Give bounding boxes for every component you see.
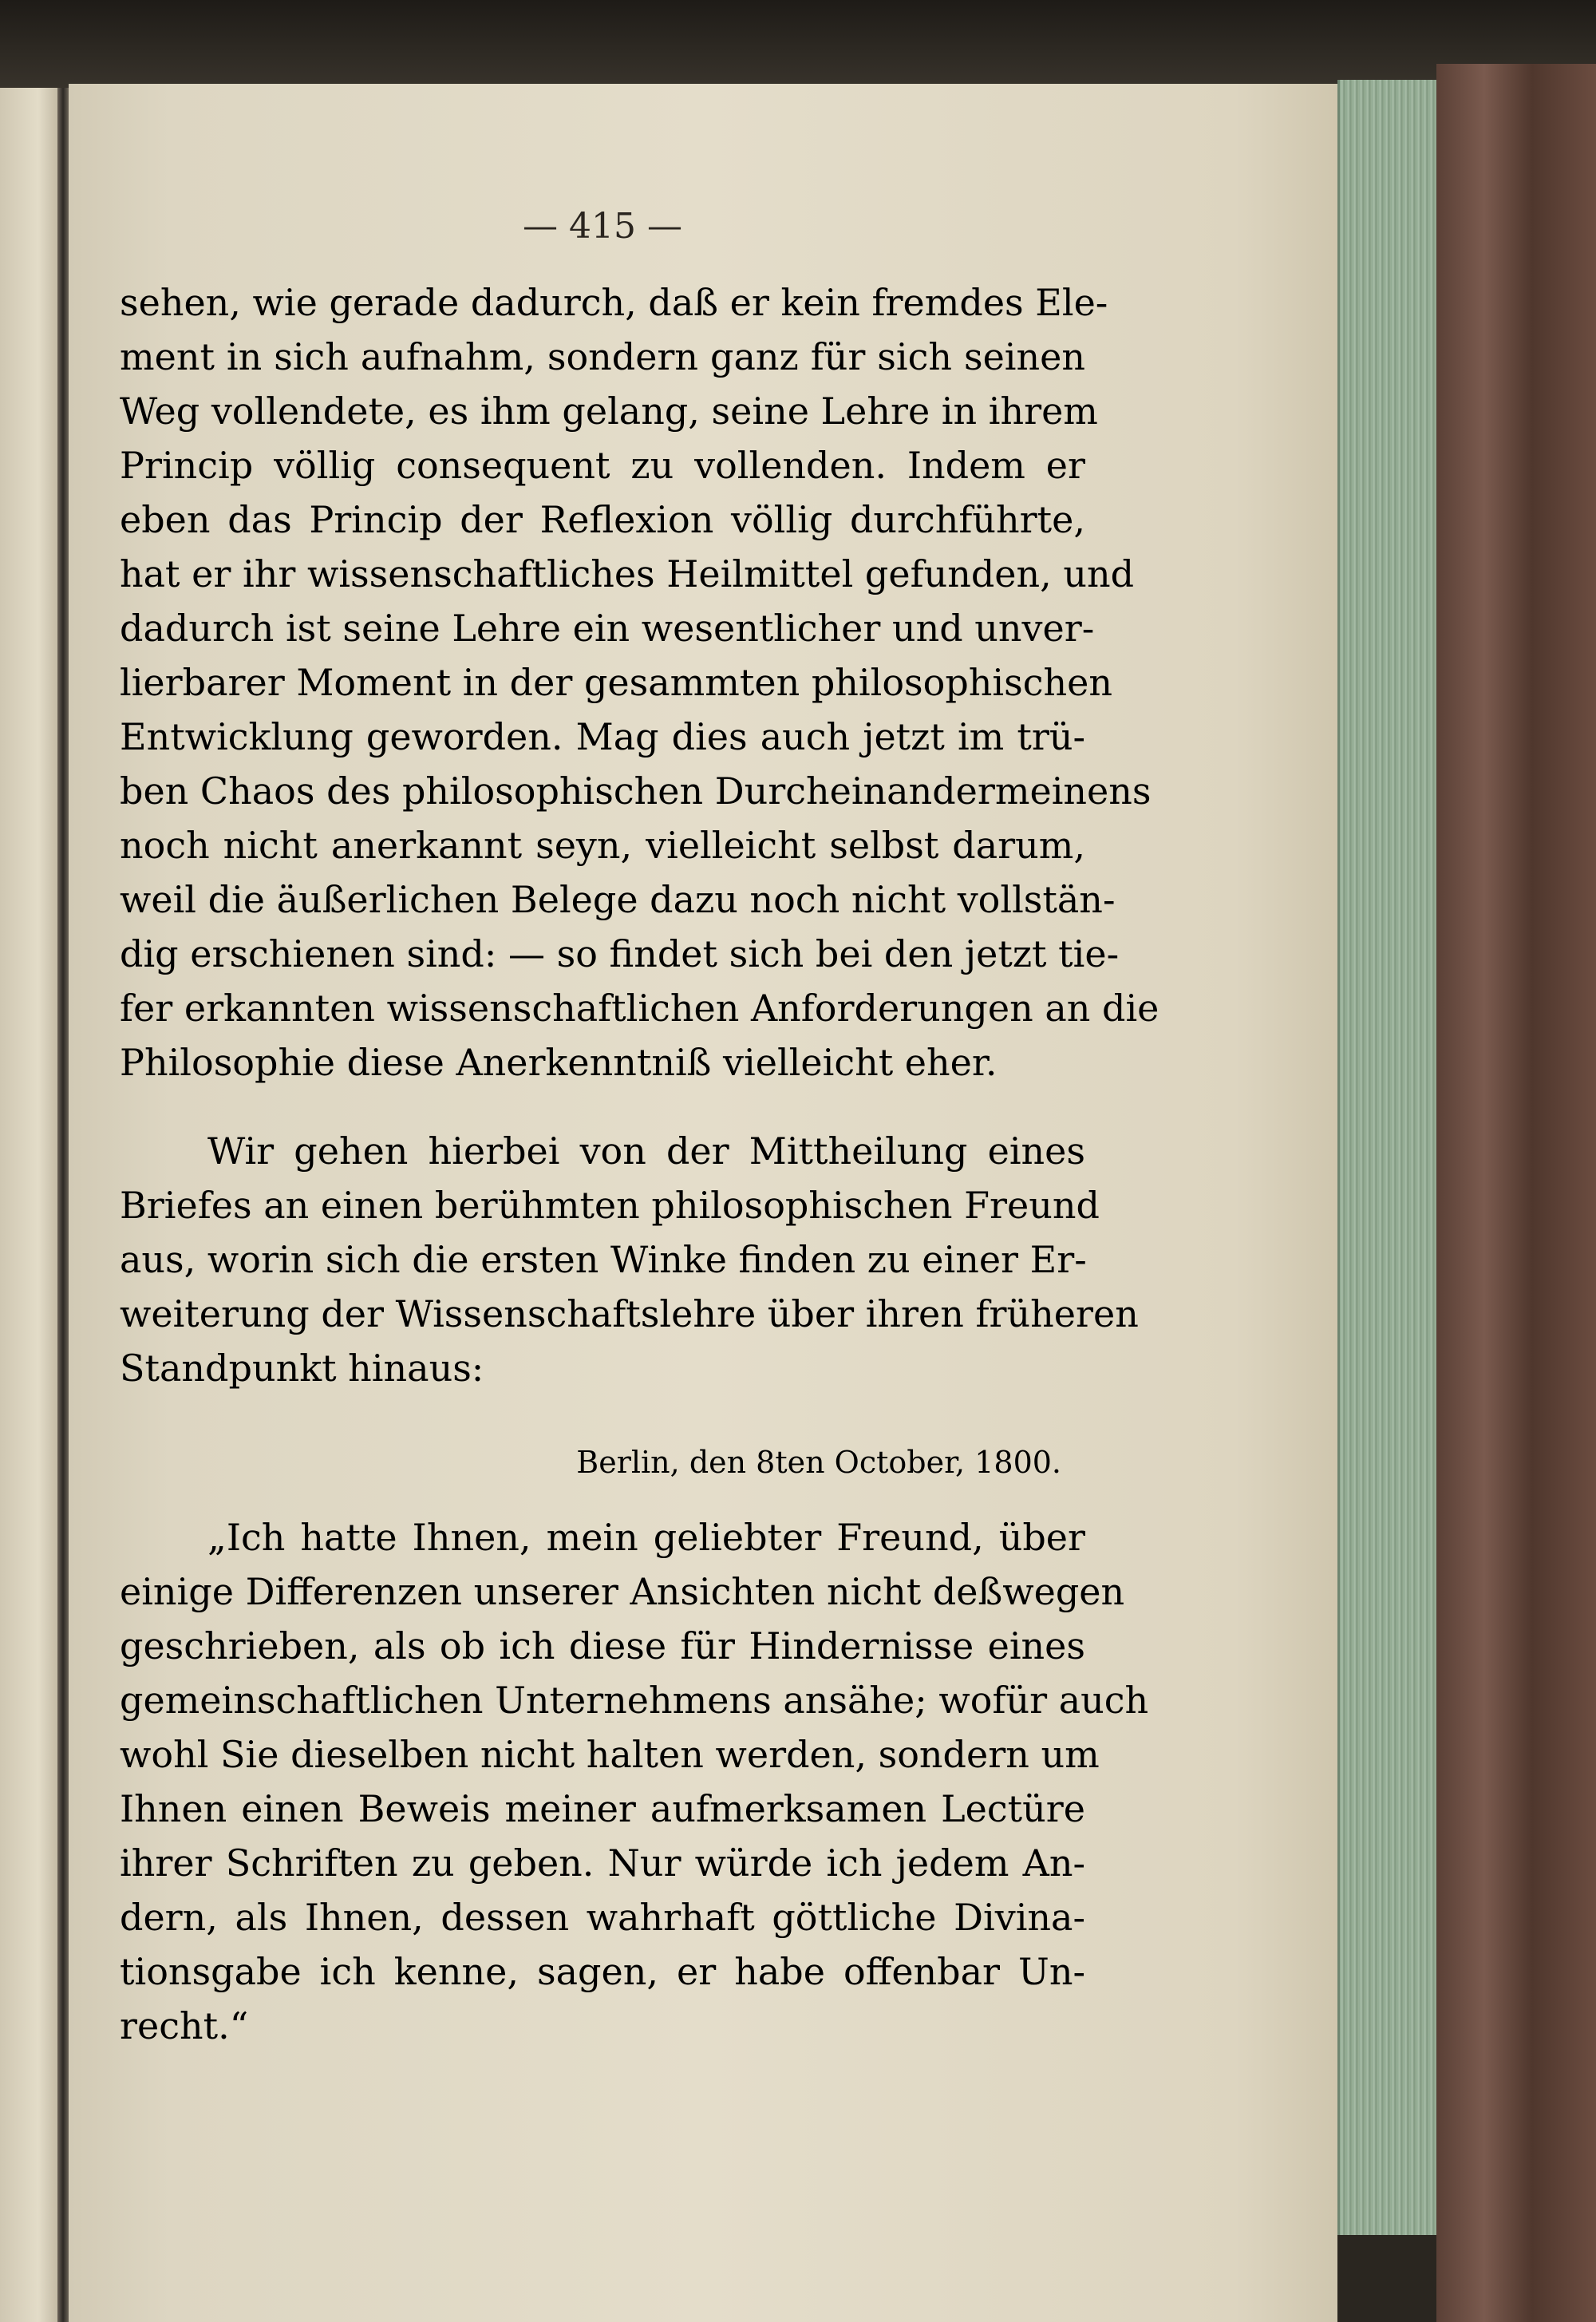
text-line: ben Chaos des philosophischen Durcheinandermeinens — [120, 769, 1152, 813]
paragraph-3 — [120, 1510, 1149, 2053]
text-line: aus, worin sich die ersten Winke finden zu einer Er- — [120, 1238, 1087, 1281]
text-line: sehen, wie gerade dadurch, daß er kein fremdes Ele- — [120, 281, 1108, 324]
paragraph-2 — [120, 1124, 1139, 1395]
text-line: dig erschienen sind: — so findet sich bei den jetzt tie- — [120, 932, 1120, 975]
text-line: fer erkannten wissenschaftlichen Anforderungen an die — [120, 987, 1159, 1030]
book-gutter — [57, 88, 69, 2322]
text-line: recht.“ — [120, 2004, 249, 2047]
text-line: dadurch ist seine Lehre ein wesentlicher und unver- — [120, 607, 1095, 650]
text-line: Standpunkt hinaus: — [120, 1347, 484, 1390]
text-line: lierbarer Moment in der gesammten philosophischen — [120, 661, 1112, 704]
left-page-edge — [0, 88, 64, 2322]
letter-dateline: Berlin, den 8ten October, 1800. — [576, 1445, 1061, 1480]
text-line: Princip völlig consequent zu vollenden. Indem er — [120, 444, 1085, 487]
text-line: ihrer Schriften zu geben. Nur würde ich jedem An- — [120, 1841, 1085, 1885]
text-line: Briefes an einen berühmten philosophischen Freund — [120, 1184, 1100, 1227]
text-line: noch nicht anerkannt seyn, vielleicht selbst darum, — [120, 824, 1085, 867]
text-line: wohl Sie dieselben nicht halten werden, sondern um — [120, 1733, 1100, 1776]
text-line: einige Differenzen unserer Ansichten nicht deßwegen — [120, 1570, 1125, 1613]
text-line: hat er ihr wissenschaftliches Heilmittel gefunden, und — [120, 552, 1135, 595]
text-line: weiterung der Wissenschaftslehre über ihren früheren — [120, 1292, 1139, 1335]
text-line: eben das Princip der Reflexion völlig durchführte, — [120, 498, 1085, 541]
text-line: geschrieben, als ob ich diese für Hindernisse eines — [120, 1624, 1085, 1667]
text-line: Ihnen einen Beweis meiner aufmerksamen Lectüre — [120, 1787, 1085, 1830]
text-line: ment in sich aufnahm, sondern ganz für sich seinen — [120, 335, 1085, 378]
page-fore-edge — [1337, 80, 1439, 2235]
text-line: Weg vollendete, es ihm gelang, seine Lehre in ihrem — [120, 390, 1098, 433]
book-binding — [1436, 64, 1596, 2322]
text-line: Philosophie diese Anerkenntniß vielleicht eher. — [120, 1041, 998, 1084]
text-line: tionsgabe ich kenne, sagen, er habe offenbar Un- — [120, 1950, 1085, 1993]
text-line: Entwicklung geworden. Mag dies auch jetzt im trü- — [120, 715, 1085, 758]
text-line: dern, als Ihnen, dessen wahrhaft göttliche Divina- — [120, 1896, 1085, 1939]
paragraph-1 — [120, 275, 1159, 1090]
text-line: Wir gehen hierbei von der Mittheilung eines — [207, 1129, 1085, 1173]
text-line: weil die äußerlichen Belege dazu noch nicht vollstän- — [120, 878, 1116, 921]
text-line: „Ich hatte Ihnen, mein geliebter Freund, über — [207, 1516, 1085, 1559]
text-line: gemeinschaftlichen Unternehmens ansähe; wofür auch — [120, 1679, 1149, 1722]
page-number-header: — 415 — — [523, 206, 682, 247]
